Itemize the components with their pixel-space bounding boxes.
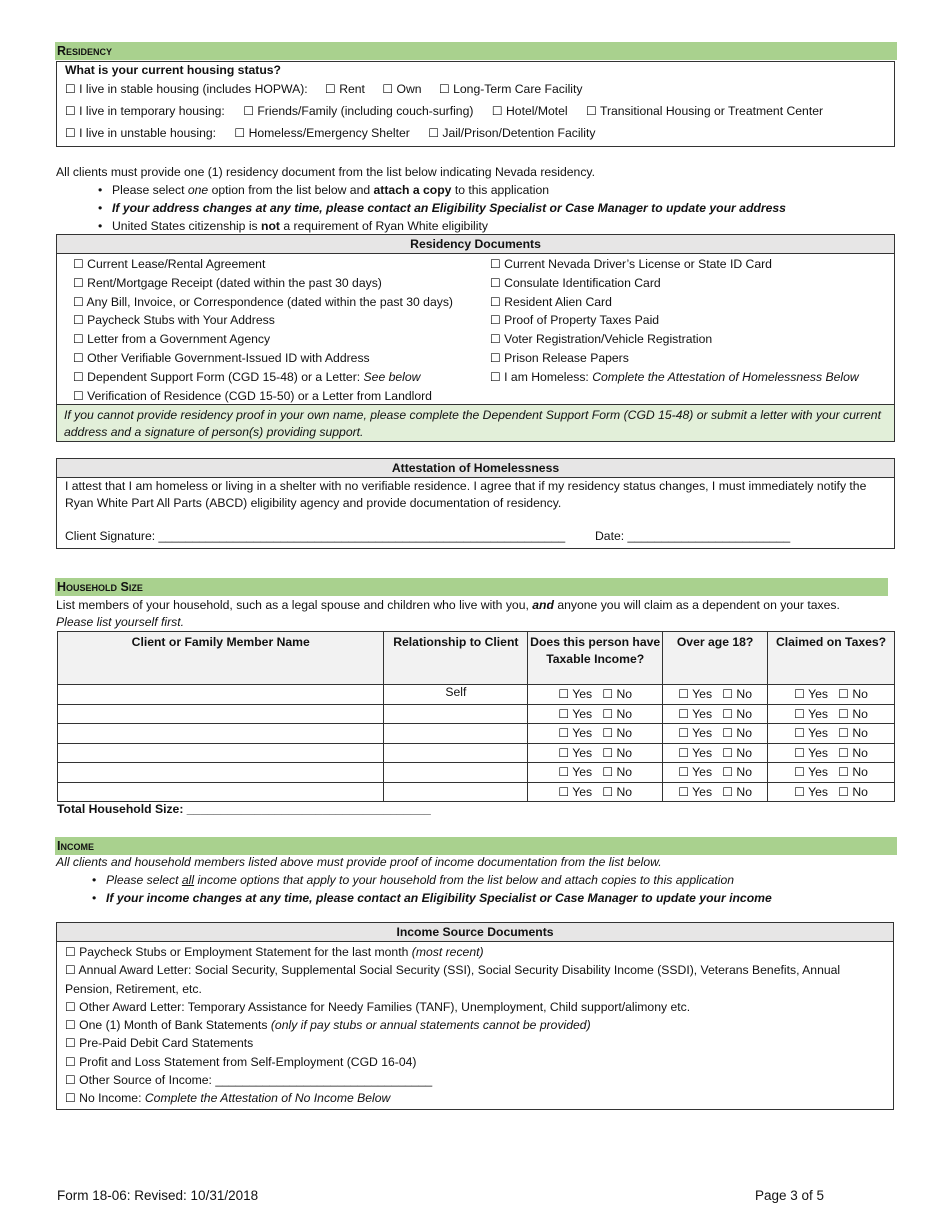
col-name: Client or Family Member Name <box>58 632 384 685</box>
residency-bullets <box>56 181 786 235</box>
checkbox[interactable]: ☐ <box>490 350 501 365</box>
checkbox[interactable]: ☐ <box>65 1091 76 1106</box>
income-bullet-1: • Please select all income options that apply to your household from the list below and attach copies to this application <box>50 871 772 889</box>
doc-no-income: No Income: <box>79 1091 145 1106</box>
checkbox[interactable]: ☐ <box>490 369 501 384</box>
temporary-housing-label: I live in temporary housing: <box>79 104 225 118</box>
over-18-cell[interactable]: ☐ Yes ☐ No <box>663 704 768 724</box>
relationship-cell[interactable] <box>384 763 528 783</box>
residency-docs-right <box>490 255 859 387</box>
doc-consulate-id: Consulate Identification Card <box>504 275 661 290</box>
income-documents-box <box>56 922 894 1110</box>
checkbox[interactable]: ☐ <box>73 388 84 403</box>
table-row <box>58 704 895 724</box>
over-18-cell[interactable]: ☐ Yes ☐ No <box>663 743 768 763</box>
checkbox-ltc[interactable]: ☐ <box>438 82 450 96</box>
doc-bill: Any Bill, Invoice, or Correspondence (dated within the past 30 days) <box>86 294 453 309</box>
doc-other-award: Other Award Letter: Temporary Assistance for Needy Families (TANF), Unemployment, Child support/alimony etc. <box>79 999 691 1014</box>
table-row <box>58 782 895 802</box>
name-cell[interactable] <box>58 685 384 705</box>
taxable-income-cell[interactable]: ☐ Yes ☐ No <box>528 763 663 783</box>
stable-housing-row <box>65 82 582 96</box>
taxable-income-cell[interactable]: ☐ Yes ☐ No <box>528 724 663 744</box>
taxable-income-cell[interactable]: ☐ Yes ☐ No <box>528 782 663 802</box>
doc-rent-receipt: Rent/Mortgage Receipt (dated within the past 30 days) <box>87 275 382 290</box>
checkbox-transitional[interactable]: ☐ <box>586 104 597 118</box>
household-table <box>57 631 895 802</box>
col-taxable-income: Does this person have Taxable Income? <box>528 632 663 685</box>
checkbox[interactable]: ☐ <box>490 294 501 309</box>
relationship-cell: Self <box>384 685 528 705</box>
checkbox[interactable]: ☐ <box>65 126 76 140</box>
claimed-cell[interactable]: ☐ Yes ☐ No <box>768 704 895 724</box>
income-bullet-2: • If your income changes at any time, please contact an Eligibility Specialist or Case Manager to update your income <box>50 889 772 907</box>
attestation-date-field[interactable]: Date: ________________________ <box>595 529 791 543</box>
doc-alien-card: Resident Alien Card <box>504 294 612 309</box>
income-bullets <box>50 871 772 907</box>
checkbox[interactable]: ☐ <box>65 945 76 959</box>
relationship-cell[interactable] <box>384 704 528 724</box>
checkbox[interactable]: ☐ <box>65 963 76 978</box>
checkbox[interactable]: ☐ <box>73 313 84 328</box>
doc-voter-registration: Voter Registration/Vehicle Registration <box>504 332 713 347</box>
over-18-cell[interactable]: ☐ Yes ☐ No <box>663 685 768 705</box>
relationship-cell[interactable] <box>384 724 528 744</box>
table-row <box>58 685 895 705</box>
income-documents-header: Income Source Documents <box>57 923 893 942</box>
checkbox-own[interactable]: ☐ <box>382 82 394 96</box>
option-own: Own <box>396 82 422 96</box>
checkbox-rent[interactable]: ☐ <box>325 82 336 96</box>
unstable-housing-row <box>65 126 595 140</box>
checkbox[interactable]: ☐ <box>73 332 84 347</box>
claimed-cell[interactable]: ☐ Yes ☐ No <box>768 685 895 705</box>
doc-annual-award: Annual Award Letter: Social Security, Supplemental Social Security (SSI), Social Security Disability Income (SSDI), Veterans Benefits, Annual Pension, Retirement, etc. <box>65 963 841 996</box>
taxable-income-cell[interactable]: ☐ Yes ☐ No <box>528 743 663 763</box>
doc-other-income: Other Source of Income: ________________________________ <box>79 1073 433 1088</box>
doc-debit-card: Pre-Paid Debit Card Statements <box>79 1036 254 1051</box>
checkbox[interactable]: ☐ <box>65 82 76 96</box>
checkbox-hotel[interactable]: ☐ <box>491 104 503 118</box>
residency-docs-left <box>73 255 453 405</box>
checkbox[interactable]: ☐ <box>490 332 501 347</box>
doc-lease: Current Lease/Rental Agreement <box>87 257 266 271</box>
option-rent: Rent <box>339 82 365 96</box>
checkbox-homeless[interactable]: ☐ <box>234 126 246 140</box>
residency-bullet-2: • If your address changes at any time, please contact an Eligibility Specialist or Case Manager to update your address <box>56 199 786 217</box>
checkbox[interactable]: ☐ <box>73 275 84 290</box>
checkbox[interactable]: ☐ <box>73 294 84 309</box>
claimed-cell[interactable]: ☐ Yes ☐ No <box>768 763 895 783</box>
doc-drivers-license: Current Nevada Driver’s License or State ID Card <box>504 257 772 271</box>
attestation-header: Attestation of Homelessness <box>57 459 894 478</box>
option-ltc: Long-Term Care Facility <box>453 82 583 96</box>
name-cell[interactable] <box>58 763 384 783</box>
attestation-homelessness-box <box>56 458 895 549</box>
checkbox[interactable]: ☐ <box>65 1073 76 1088</box>
residency-bullet-3: • United States citizenship is not a requirement of Ryan White eligibility <box>56 217 786 235</box>
claimed-cell[interactable]: ☐ Yes ☐ No <box>768 782 895 802</box>
over-18-cell[interactable]: ☐ Yes ☐ No <box>663 724 768 744</box>
doc-bank-statements: One (1) Month of Bank Statements <box>79 1018 271 1033</box>
attestation-text: I attest that I am homeless or living in a shelter with no verifiable residence. I agree that if my residency status changes, I must immediately notify the Ryan White Part All Parts (ABCD) eligibility agency and provide documentation of residency. <box>65 479 867 510</box>
page-number: Page 3 of 5 <box>755 1188 825 1203</box>
name-cell[interactable] <box>58 743 384 763</box>
over-18-cell[interactable]: ☐ Yes ☐ No <box>663 763 768 783</box>
checkbox[interactable]: ☐ <box>65 1054 76 1069</box>
name-cell[interactable] <box>58 782 384 802</box>
stable-housing-label: I live in stable housing (includes HOPWA): <box>79 82 308 96</box>
over-18-cell[interactable]: ☐ Yes ☐ No <box>663 782 768 802</box>
col-relationship: Relationship to Client <box>384 632 528 685</box>
taxable-income-cell[interactable]: ☐ Yes ☐ No <box>528 704 663 724</box>
doc-dependent-see-below: See below <box>363 369 421 384</box>
doc-homeless-note: Complete the Attestation of Homelessness Below <box>592 369 859 384</box>
client-signature-field[interactable]: Client Signature: ____________________________________________________________ <box>65 529 566 543</box>
residency-documents-header: Residency Documents <box>57 235 894 254</box>
residency-section-title: Residency <box>55 42 897 60</box>
doc-gov-letter: Letter from a Government Agency <box>87 332 271 347</box>
claimed-cell[interactable]: ☐ Yes ☐ No <box>768 724 895 744</box>
checkbox[interactable]: ☐ <box>490 275 501 290</box>
checkbox[interactable]: ☐ <box>490 313 501 328</box>
income-section-title: Income <box>55 837 897 855</box>
checkbox[interactable]: ☐ <box>73 257 84 271</box>
residency-intro: All clients must provide one (1) residency document from the list below indicating Nevada residency. <box>56 165 595 179</box>
doc-gov-id: Other Verifiable Government-Issued ID with Address <box>87 350 370 365</box>
claimed-cell[interactable]: ☐ Yes ☐ No <box>768 743 895 763</box>
residency-documents-box <box>56 234 895 442</box>
doc-paycheck-stubs: Paycheck Stubs or Employment Statement for the last month <box>79 945 412 959</box>
checkbox-jail[interactable]: ☐ <box>428 126 439 140</box>
checkbox[interactable]: ☐ <box>73 350 84 365</box>
checkbox[interactable]: ☐ <box>65 104 76 118</box>
doc-homeless: I am Homeless: <box>504 369 593 384</box>
doc-profit-loss: Profit and Loss Statement from Self-Employment (CGD 16-04) <box>79 1054 417 1069</box>
taxable-income-cell[interactable]: ☐ Yes ☐ No <box>528 685 663 705</box>
checkbox[interactable]: ☐ <box>65 1018 76 1033</box>
doc-dependent-support: Dependent Support Form (CGD 15-48) or a Letter: <box>87 369 364 384</box>
table-row <box>58 743 895 763</box>
household-intro: List members of your household, such as a legal spouse and children who live with you, and anyone you will claim as a dependent on your taxes. <box>56 598 840 612</box>
option-hotel: Hotel/Motel <box>505 104 568 118</box>
table-row <box>58 763 895 783</box>
name-cell[interactable] <box>58 704 384 724</box>
doc-property-taxes: Proof of Property Taxes Paid <box>504 313 660 328</box>
housing-status-box <box>56 61 895 147</box>
option-friends: Friends/Family (including couch-surfing) <box>257 104 474 118</box>
checkbox-friends[interactable]: ☐ <box>243 104 254 118</box>
household-intro-italic: Please list yourself first. <box>56 615 185 629</box>
checkbox[interactable]: ☐ <box>73 369 84 384</box>
option-homeless: Homeless/Emergency Shelter <box>248 126 410 140</box>
total-household-size[interactable]: Total Household Size: ____________________________________ <box>57 802 431 816</box>
option-transitional: Transitional Housing or Treatment Center <box>599 104 824 118</box>
relationship-cell[interactable] <box>384 743 528 763</box>
doc-verification: Verification of Residence (CGD 15-50) or a Letter from Landlord <box>87 388 432 403</box>
income-docs-list: ☐ Paycheck Stubs or Employment Statement for the last month (most recent) ☐ Annual Award Letter: Social Security, Supplemental Social Security (SSI), Social Security Disability Income (SSDI), Veterans Benefits, Annual Pension, Retirement, etc. ☐ Other Award Letter: Temporary Assistance for Needy Families (TANF), Unemployment, Child support/alimony etc. ☐ One (1) Month of Bank Statements (only if pay stubs or annual statements cannot be provided) ☐ Pre-Paid Debit Card Statements ☐ Profit and Loss Statement from Self-Employment (CGD 16-04) ☐ Other Source of Income: ________________________________ ☐ No Income: Complete the Attestation of No Income Below <box>65 945 841 1106</box>
table-row <box>58 724 895 744</box>
form-revision: Form 18-06: Revised: 10/31/2018 <box>57 1188 259 1203</box>
temporary-housing-row <box>65 104 823 118</box>
residency-docs-note: If you cannot provide residency proof in your own name, please complete the Dependent Support Form (CGD 15-48) or submit a letter with your current address and a signature of person(s) providing support. <box>57 404 894 441</box>
relationship-cell[interactable] <box>384 782 528 802</box>
col-over-18: Over age 18? <box>663 632 768 685</box>
option-jail: Jail/Prison/Detention Facility <box>442 126 596 140</box>
residency-bullet-1: • Please select one option from the list below and attach a copy to this application <box>56 181 786 199</box>
checkbox[interactable]: ☐ <box>490 257 501 271</box>
checkbox[interactable]: ☐ <box>65 1036 76 1051</box>
doc-prison-release: Prison Release Papers <box>504 350 629 365</box>
checkbox[interactable]: ☐ <box>65 999 76 1014</box>
doc-paycheck: Paycheck Stubs with Your Address <box>87 313 275 328</box>
name-cell[interactable] <box>58 724 384 744</box>
col-claimed: Claimed on Taxes? <box>768 632 895 685</box>
unstable-housing-label: I live in unstable housing: <box>79 126 217 140</box>
household-section-title: Household Size <box>55 578 888 596</box>
housing-question: What is your current housing status? <box>65 63 282 77</box>
income-intro: All clients and household members listed above must provide proof of income documentation from the list below. <box>56 855 662 869</box>
